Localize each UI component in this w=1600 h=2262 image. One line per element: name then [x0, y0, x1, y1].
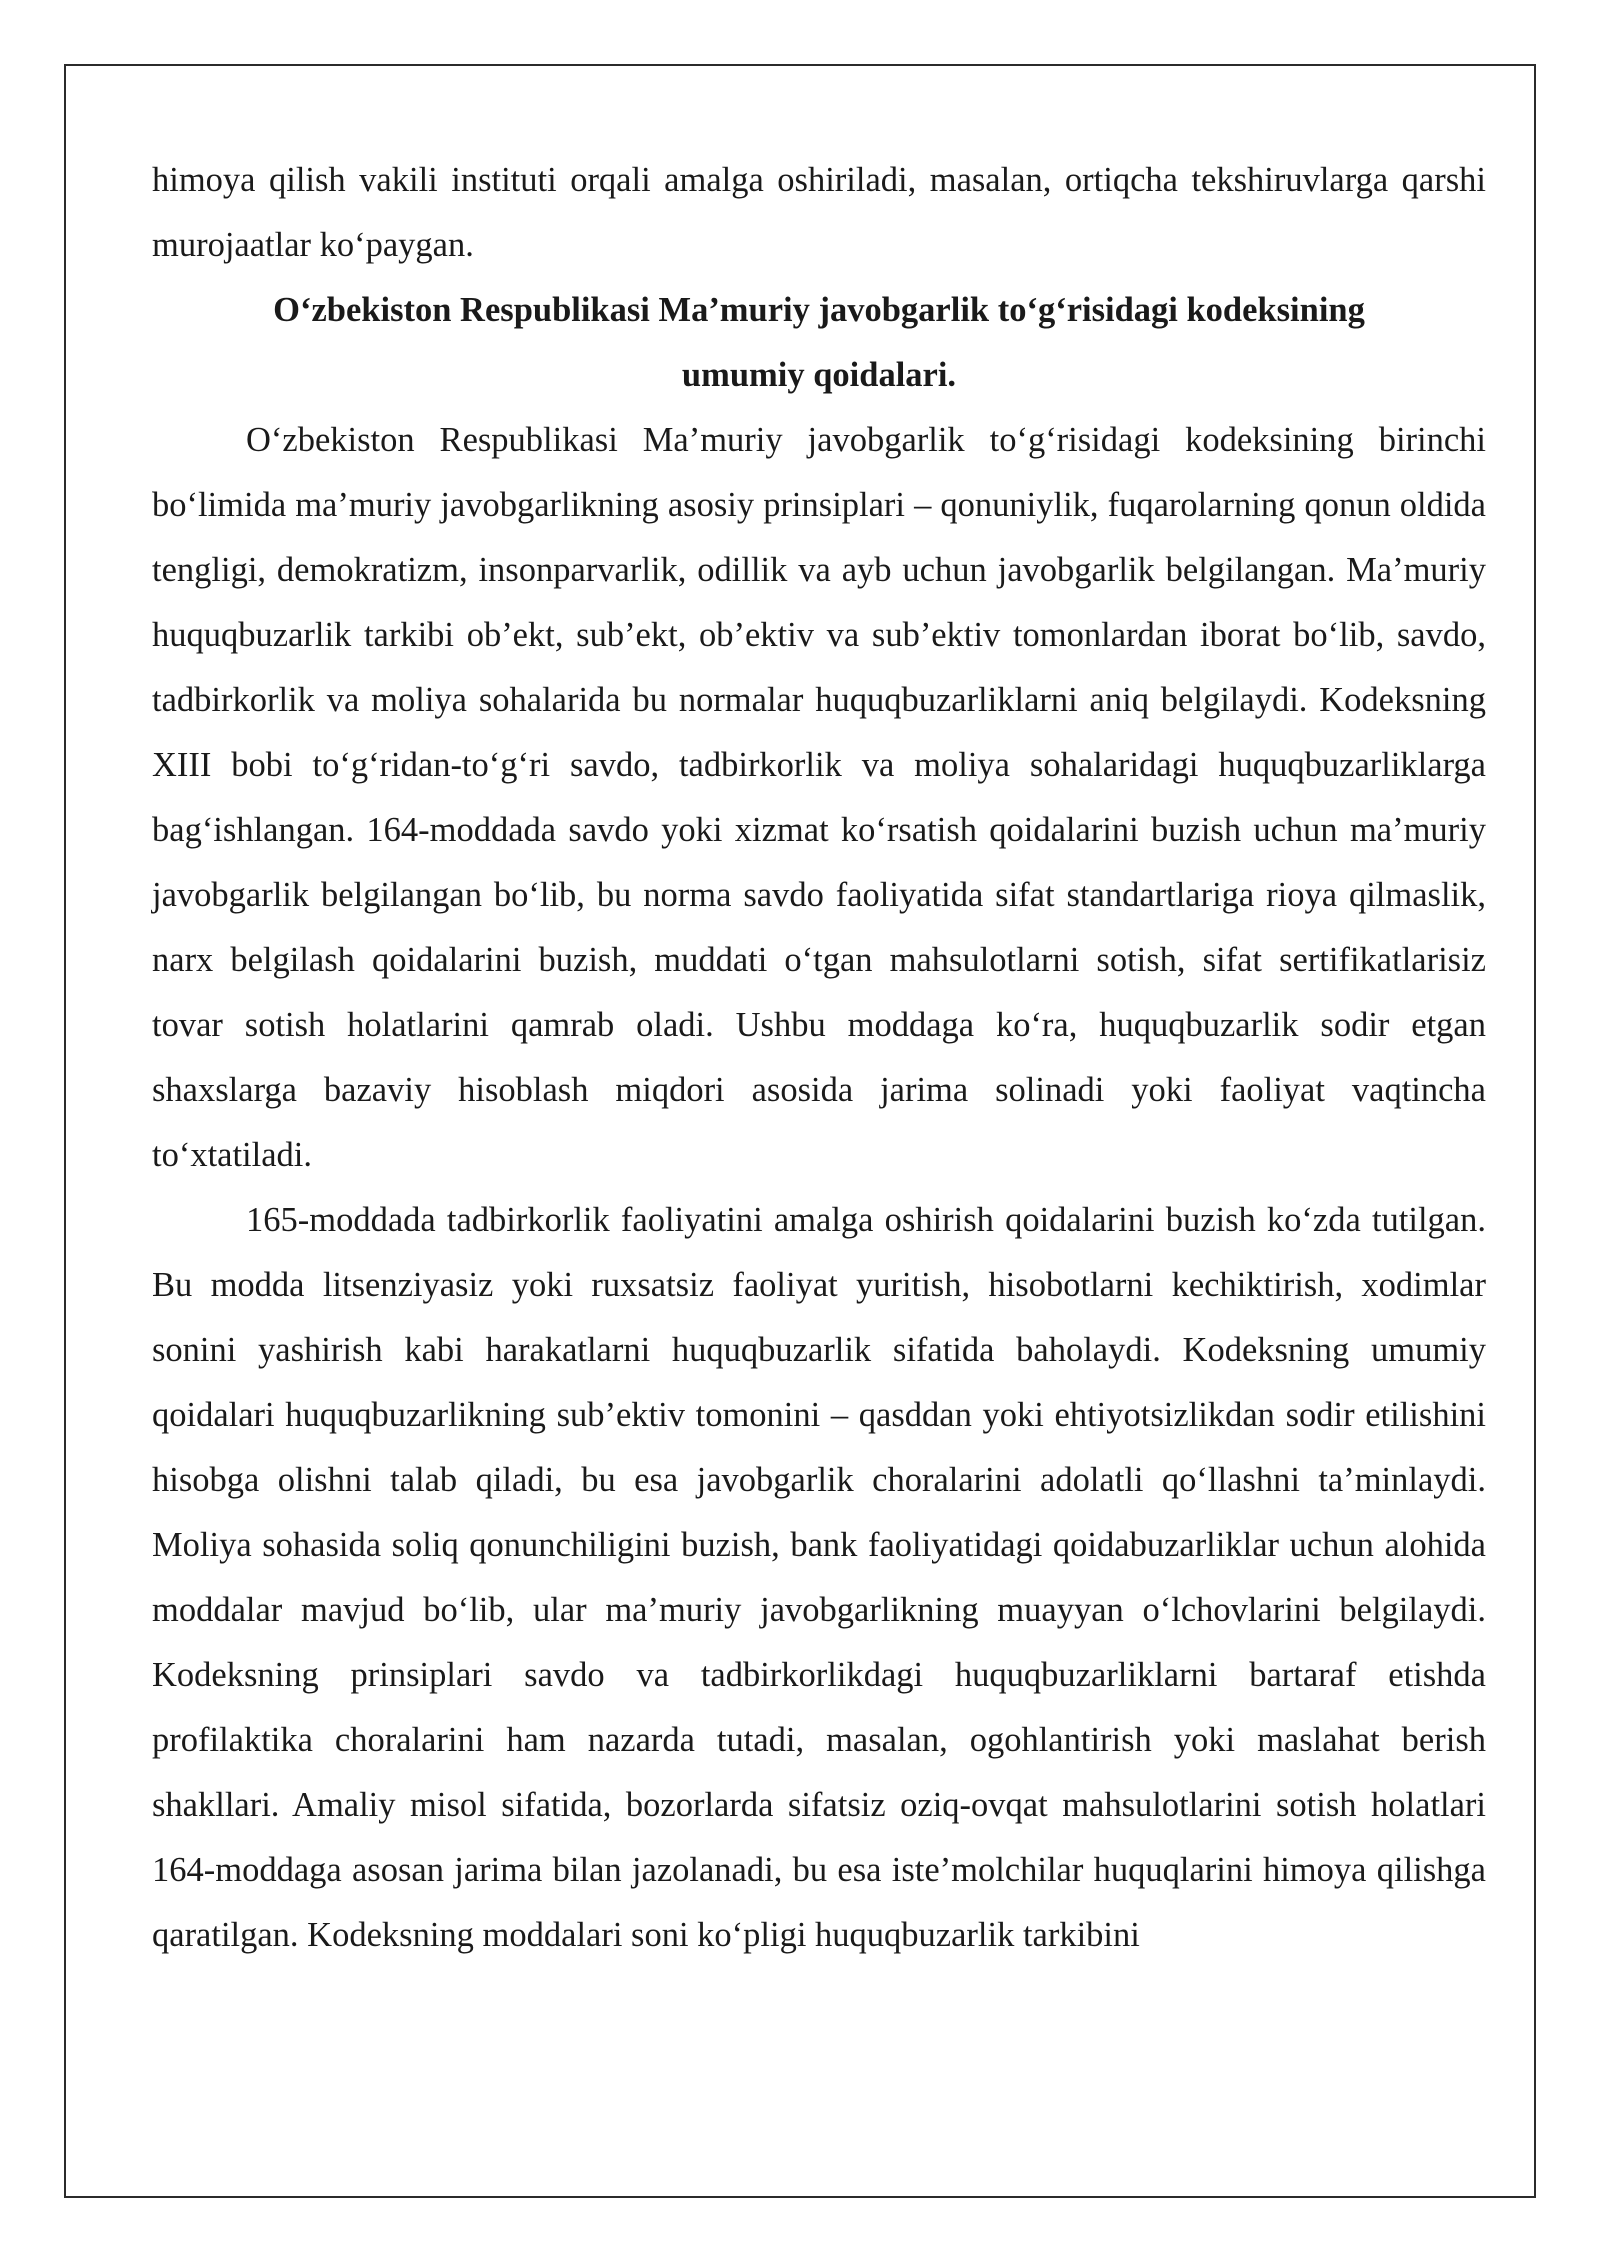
body-paragraph-1: O‘zbekiston Respublikasi Ma’muriy javobgarlik to‘g‘risidagi kodeksining birinchi bo‘limida ma’muriy javobgarlikning asosiy prinsiplari – qonuniylik, fuqarolarning qonun oldida tengligi, demokratizm, insonparvarlik, odillik va ayb uchun javobgarlik belgilangan. Ma’muriy huquqbuzarlik tarkibi ob’ekt, sub’ekt, ob’ektiv va sub’ektiv tomonlardan iborat bo‘lib, savdo, tadbirkorlik va moliya sohalarida bu normalar huquqbuzarliklarni aniq belgilaydi. Kodeksning XIII bobi to‘g‘ridan-to‘g‘ri savdo, tadbirkorlik va moliya sohalaridagi huquqbuzarliklarga bag‘ishlangan. 164-moddada savdo yoki xizmat ko‘rsatish qoidalarini buzish uchun ma’muriy javobgarlik belgilangan bo‘lib, bu norma savdo faoliyatida sifat standartlariga rioya qilmaslik, narx belgilash qoidalarini buzish, muddati o‘tgan mahsulotlarni sotish, sifat sertifikatlarisiz tovar sotish holatlarini qamrab oladi. Ushbu moddaga ko‘ra, huquqbuzarlik sodir etgan shaxslarga bazaviy hisoblash miqdori asosida jarima solinadi yoki faoliyat vaqtincha to‘xtatiladi.	[152, 421, 1486, 1174]
section-heading: O‘zbekiston Respublikasi Ma’muriy javobgarlik to‘g‘risidagi kodeksining umumiy qoidalari.	[273, 291, 1365, 394]
body-paragraph-2: 165-moddada tadbirkorlik faoliyatini amalga oshirish qoidalarini buzish ko‘zda tutilgan. Bu modda litsenziyasiz yoki ruxsatsiz faoliyat yuritish, hisobotlarni kechiktirish, xodimlar sonini yashirish kabi harakatlarni huquqbuzarlik sifatida baholaydi. Kodeksning umumiy qoidalari huquqbuzarlikning sub’ektiv tomonini – qasddan yoki ehtiyotsizlikdan sodir etilishini hisobga olishni talab qiladi, bu esa javobgarlik choralarini adolatli qo‘llashni ta’minlaydi. Moliya sohasida soliq qonunchiligini buzish, bank faoliyatidagi qoidabuzarliklar uchun alohida moddalar mavjud bo‘lib, ular ma’muriy javobgarlikning muayyan o‘lchovlarini belgilaydi. Kodeksning prinsiplari savdo va tadbirkorlikdagi huquqbuzarliklarni bartaraf etishda profilaktika choralarini ham nazarda tutadi, masalan, ogohlantirish yoki maslahat berish shakllari. Amaliy misol sifatida, bozorlarda sifatsiz oziq-ovqat mahsulotlarini sotish holatlari 164-moddaga asosan jarima bilan jazolanadi, bu esa iste’molchilar huquqlarini himoya qilishga qaratilgan. Kodeksning moddalari soni ko‘pligi huquqbuzarlik tarkibini	[152, 1201, 1486, 1954]
intro-paragraph: himoya qilish vakili instituti orqali amalga oshiriladi, masalan, ortiqcha tekshiruvlarga qarshi murojaatlar ko‘paygan.	[152, 161, 1486, 264]
document-body	[152, 148, 1486, 1968]
